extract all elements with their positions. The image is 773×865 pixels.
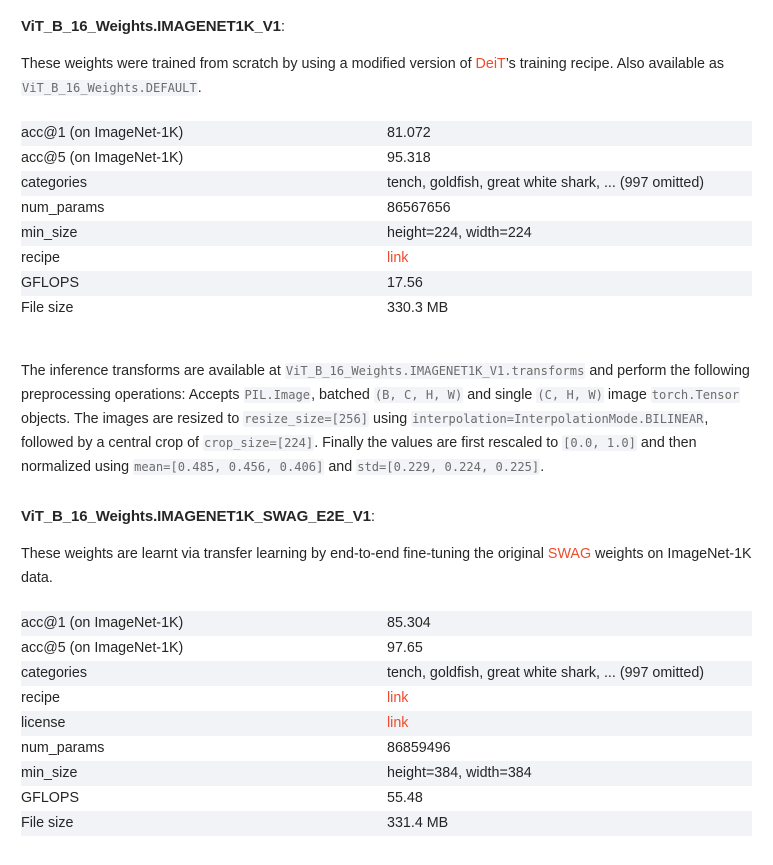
transforms-code-3: (B, C, H, W) (374, 388, 463, 402)
transforms-code-7: interpolation=InterpolationMode.BILINEAR (412, 412, 704, 426)
table-row (21, 221, 752, 246)
table-cell-key: categories (21, 665, 87, 681)
deit-link[interactable]: DeiT (475, 56, 506, 72)
section-heading-imagenet1k-swag-e2e-v1 (21, 507, 752, 527)
table-row (21, 171, 752, 196)
transforms-code-11: std=[0.229, 0.224, 0.225] (357, 460, 540, 474)
inference-transforms-paragraph (21, 359, 752, 479)
table-cell-key: recipe (21, 690, 60, 706)
weights-meta-table-1-body (21, 121, 752, 321)
table-cell-key: categories (21, 175, 87, 191)
section-heading-colon: : (370, 508, 375, 525)
transforms-code-4: (C, H, W) (537, 388, 603, 402)
table-row (21, 611, 752, 636)
section-description-2 (21, 542, 752, 590)
table-cell-key: acc@1 (on ImageNet-1K) (21, 615, 184, 631)
table-cell-key: acc@1 (on ImageNet-1K) (21, 125, 184, 141)
transforms-code-1: ViT_B_16_Weights.IMAGENET1K_V1.transforms (285, 364, 585, 378)
weights-meta-table-2-body (21, 611, 752, 836)
table-cell-value: 330.3 MB (387, 300, 449, 316)
transforms-text-7: using (369, 411, 412, 427)
transforms-code-5: torch.Tensor (651, 388, 740, 402)
transforms-code-2: PIL.Image (244, 388, 311, 402)
transforms-text-8: , followed by a central crop of (21, 411, 709, 451)
transforms-text-9: . Finally the values are first rescaled to (314, 435, 563, 451)
spacer-after-heading-2 (21, 527, 752, 542)
table-cell-value: 55.48 (387, 790, 423, 806)
spacer-after-table-1 (21, 321, 752, 359)
table-row (21, 686, 752, 711)
table-row (21, 761, 752, 786)
table-cell-key: min_size (21, 765, 78, 781)
table-cell-value: 81.072 (387, 125, 431, 141)
spacer-after-transforms-paragraph (21, 479, 752, 507)
table-cell-value: 331.4 MB (387, 815, 449, 831)
license-link[interactable]: link (387, 715, 409, 731)
table-row (21, 196, 752, 221)
spacer-after-paragraph-3 (21, 590, 752, 611)
table-cell-value: 86567656 (387, 200, 451, 216)
table-row (21, 296, 752, 321)
table-cell-value: height=384, width=384 (387, 765, 532, 781)
table-cell-key: recipe (21, 250, 60, 266)
section-heading-text: ViT_B_16_Weights.IMAGENET1K_SWAG_E2E_V1 (21, 508, 371, 525)
table-cell-value (387, 246, 752, 271)
table-cell-value: height=224, width=224 (387, 225, 532, 241)
table-cell-key: GFLOPS (21, 275, 79, 291)
table-row (21, 246, 752, 271)
description-text-part-2: weights on ImageNet-1K data. (21, 546, 752, 586)
table-cell-value: tench, goldfish, great white shark, ... (997 omitted) (387, 175, 705, 191)
table-cell-value (387, 711, 752, 736)
table-row (21, 636, 752, 661)
transforms-text-6: objects. The images are resized to (21, 411, 244, 427)
table-cell-key: num_params (21, 740, 105, 756)
table-cell-key: File size (21, 300, 74, 316)
transforms-code-9: [0.0, 1.0] (563, 436, 636, 450)
top-spacer (21, 0, 752, 17)
spacer-after-heading-1 (21, 37, 752, 52)
transforms-code-10: mean=[0.485, 0.456, 0.406] (134, 460, 324, 474)
table-cell-key: acc@5 (on ImageNet-1K) (21, 150, 184, 166)
default-weights-code: ViT_B_16_Weights.DEFAULT (22, 81, 197, 95)
table-row (21, 271, 752, 296)
table-cell-key: File size (21, 815, 74, 831)
table-cell-key: acc@5 (on ImageNet-1K) (21, 640, 184, 656)
table-row (21, 146, 752, 171)
table-row (21, 736, 752, 761)
transforms-text-3: , batched (311, 387, 374, 403)
table-row (21, 786, 752, 811)
section-heading-text: ViT_B_16_Weights.IMAGENET1K_V1 (21, 18, 281, 35)
transforms-code-6: resize_size=[256] (244, 412, 369, 426)
transforms-text-5: image (603, 387, 651, 403)
table-cell-key: GFLOPS (21, 790, 79, 806)
transforms-text-4: and single (463, 387, 537, 403)
description-text-part-1: These weights are learnt via transfer learning by end-to-end fine-tuning the original (21, 546, 548, 562)
table-cell-key: min_size (21, 225, 78, 241)
table-row (21, 121, 752, 146)
table-row (21, 811, 752, 836)
description-text-part-1: These weights were trained from scratch by using a modified version of (21, 56, 476, 72)
section-heading-imagenet1k-v1 (21, 17, 752, 37)
table-cell-value: 95.318 (387, 150, 431, 166)
table-cell-value: 17.56 (387, 275, 423, 291)
transforms-text-12: . (540, 459, 545, 475)
description-text-part-2: ’s training recipe. Also available as (505, 56, 725, 72)
table-row (21, 711, 752, 736)
table-cell-key: num_params (21, 200, 105, 216)
table-cell-value: 86859496 (387, 740, 451, 756)
table-cell-key: license (21, 715, 66, 731)
transforms-code-8: crop_size=[224] (204, 436, 314, 450)
weights-meta-table-1 (21, 121, 752, 321)
table-cell-value: 85.304 (387, 615, 431, 631)
swag-link[interactable]: SWAG (547, 546, 592, 562)
table-cell-value (387, 686, 752, 711)
transforms-text-1: The inference transforms are available at (21, 363, 285, 379)
weights-meta-table-2 (21, 611, 752, 836)
table-row (21, 661, 752, 686)
section-heading-colon: : (280, 18, 285, 35)
table-cell-value: 97.65 (387, 640, 423, 656)
transforms-text-10: and then normalized using (21, 435, 697, 475)
description-text-part-3: . (197, 80, 202, 96)
transforms-text-2: and perform the following preprocessing operations: Accepts (21, 363, 750, 403)
transforms-text-11: and (324, 459, 357, 475)
recipe-link[interactable]: link (387, 690, 409, 706)
table-cell-value: tench, goldfish, great white shark, ... (997 omitted) (387, 665, 705, 681)
spacer-after-paragraph-1 (21, 100, 752, 121)
section-description-1 (21, 52, 752, 100)
recipe-link[interactable]: link (387, 250, 409, 266)
